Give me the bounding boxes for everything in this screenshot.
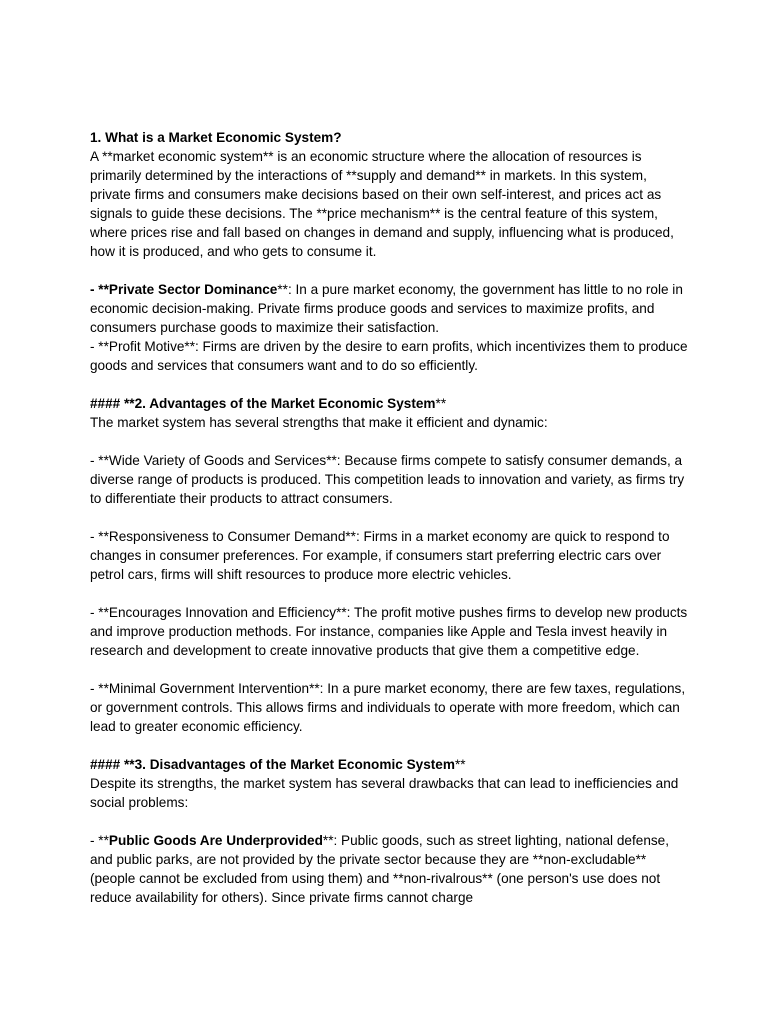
section-2-bullet-minimal-government: - **Minimal Government Intervention**: In a pure market economy, there are few taxes, regulations, or government controls. This allows firms and individuals to operate with more freedom, which can lead to greater economic efficiency. [90,681,686,734]
section-2-bullet-variety: - **Wide Variety of Goods and Services**: Because firms compete to satisfy consumer demands, a diverse range of products is produced. This competition leads to innovation and variety, as firms try to differentiate their products to attract consumers. [90,453,685,506]
section-2-bullet-innovation: - **Encourages Innovation and Efficiency**: The profit motive pushes firms to develop new products and improve production methods. For instance, companies like Apple and Tesla invest heavily in research and development to create innovative products that give them a competitive edge. [90,605,688,658]
section-1-heading-text: 1. What is a Market Economic System? [90,130,342,145]
section-2-heading-text: 2. Advantages of the Market Economic System [134,396,436,411]
section-2-bullet-responsiveness: - **Responsiveness to Consumer Demand**: Firms in a market economy are quick to respond to changes in consumer preferences. For example, if consumers start preferring electric cars over petrol cars, firms will shift resources to produce more electric vehicles. [90,529,670,582]
heading-prefix: #### ** [90,757,135,772]
section-2-heading [90,394,690,413]
heading-prefix: #### ** [90,396,135,411]
bullet-text: **: Public goods, such as street lighting, national defense, and public parks, are not provided by the private sector because they are **non-excludable** (people cannot be excluded from using them) and **non-rivalrous** (one person's use does not reduce availability for others). Since private firms cannot charge [90,833,670,905]
bullet-prefix: - ** [90,282,109,297]
bullet-text: **: In a pure market economy, the government has little to no role in economic decision-making. Private firms produce goods and services to maximize profits, and consumers purchase goods to maximize their satisfaction. [90,282,683,335]
section-2-intro: The market system has several strengths that make it efficient and dynamic: [90,415,548,430]
heading-suffix: ** [435,396,447,411]
section-1-bullet-private-sector [90,280,690,337]
section-1-intro: A **market economic system** is an economic structure where the allocation of resources is primarily determined by the interactions of **supply and demand** in markets. In this system, private firms and consumers make decisions based on their own self-interest, and prices act as signals to guide these decisions. The **price mechanism** is the central feature of this system, where prices rise and fall based on changes in demand and supply, influencing what is produced, how it is produced, and who gets to consume it. [90,149,674,259]
bullet-prefix: - ** [90,833,109,848]
bullet-term: Private Sector Dominance [108,282,278,297]
heading-suffix: ** [454,757,466,772]
bullet-term: Public Goods Are Underprovided [108,833,323,848]
document-body [90,128,690,907]
section-1-bullet-profit-motive: - **Profit Motive**: Firms are driven by the desire to earn profits, which incentivizes them to produce goods and services that consumers want and to do so efficiently. [90,339,688,373]
section-3-heading-text: 3. Disadvantages of the Market Economic System [134,757,455,772]
section-3-bullet-public-goods [90,831,690,907]
section-1-heading [90,128,690,147]
section-3-intro: Despite its strengths, the market system has several drawbacks that can lead to inefficiencies and social problems: [90,776,679,810]
section-3-heading [90,755,690,774]
